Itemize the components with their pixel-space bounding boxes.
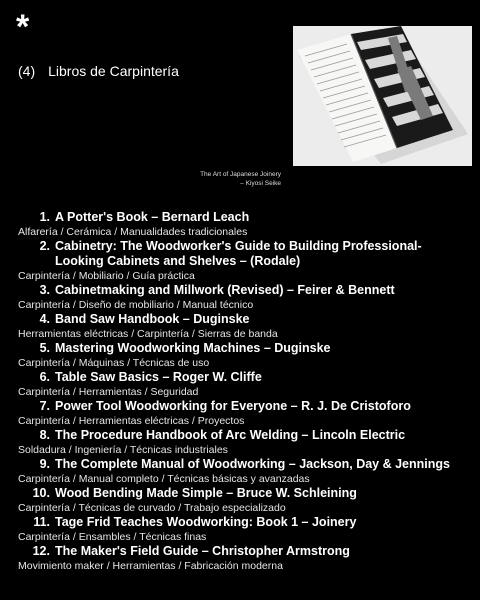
book-item	[18, 486, 468, 515]
book-item	[18, 515, 468, 544]
book-title: Tage Frid Teaches Woodworking: Book 1 – Joinery	[55, 515, 357, 529]
book-item	[18, 544, 468, 573]
book-item	[18, 370, 468, 399]
book-item	[18, 239, 468, 283]
book-heading	[18, 370, 468, 385]
book-title: Band Saw Handbook – Duginske	[55, 312, 250, 326]
asterisk-mark: *	[16, 8, 30, 46]
book-heading	[18, 210, 468, 225]
section-number: (4)	[18, 63, 36, 79]
book-heading	[18, 544, 468, 559]
book-item	[18, 457, 468, 486]
section-title: Libros de Carpintería	[48, 63, 179, 79]
book-title: The Procedure Handbook of Arc Welding – Lincoln Electric	[55, 428, 406, 442]
section-heading	[18, 63, 179, 79]
book-title: A Potter's Book – Bernard Leach	[55, 210, 250, 224]
book-item	[18, 428, 468, 457]
book-tags: Movimiento maker / Herramientas / Fabricación moderna	[18, 560, 283, 572]
book-cover-photo	[293, 26, 472, 166]
book-heading	[18, 486, 468, 501]
book-tags: Carpintería / Máquinas / Técnicas de uso	[18, 357, 210, 369]
book-list	[18, 210, 468, 573]
book-number: 1.	[39, 210, 50, 224]
book-heading	[18, 283, 468, 298]
book-title: Table Saw Basics – Roger W. Cliffe	[55, 370, 262, 384]
book-tags: Soldadura / Ingeniería / Técnicas industriales	[18, 444, 228, 456]
book-tags: Carpintería / Ensambles / Técnicas finas	[18, 531, 207, 543]
open-book-illustration	[293, 26, 472, 166]
book-tags: Alfarería / Cerámica / Manualidades tradicionales	[18, 226, 248, 238]
book-title: Wood Bending Made Simple – Bruce W. Schleining	[55, 486, 357, 500]
book-title: Cabinetmaking and Millwork (Revised) – Feirer & Bennett	[55, 283, 395, 297]
book-item	[18, 210, 468, 239]
book-tags: Herramientas eléctricas / Carpintería / Sierras de banda	[18, 328, 278, 340]
caption-author: – Kiyosi Seike	[240, 179, 281, 187]
book-title: The Complete Manual of Woodworking – Jackson, Day & Jennings	[55, 457, 450, 471]
book-heading	[18, 312, 468, 327]
book-heading	[18, 457, 468, 472]
book-number: 4.	[39, 312, 50, 326]
book-number: 10.	[32, 486, 50, 500]
book-number: 12.	[32, 544, 50, 558]
book-title: Cabinetry: The Woodworker's Guide to Building Professional-Looking Cabinets and Shelves – (Rodale)	[55, 239, 422, 268]
book-tags: Carpintería / Herramientas eléctricas / Proyectos	[18, 415, 245, 427]
book-tags: Carpintería / Técnicas de curvado / Trabajo especializado	[18, 502, 286, 514]
book-heading	[18, 428, 468, 443]
book-tags: Carpintería / Diseño de mobiliario / Manual técnico	[18, 299, 254, 311]
book-item	[18, 399, 468, 428]
book-item	[18, 341, 468, 370]
book-number: 6.	[39, 370, 50, 384]
book-number: 8.	[39, 428, 50, 442]
book-number: 9.	[39, 457, 50, 471]
image-caption	[200, 171, 281, 188]
book-title: Mastering Woodworking Machines – Duginske	[55, 341, 331, 355]
book-number: 11.	[33, 515, 50, 529]
book-title: Power Tool Woodworking for Everyone – R. J. De Cristoforo	[55, 399, 411, 413]
book-number: 3.	[39, 283, 50, 297]
book-tags: Carpintería / Mobiliario / Guía práctica	[18, 270, 195, 282]
book-number: 7.	[39, 399, 50, 413]
book-item	[18, 312, 468, 341]
book-title: The Maker's Field Guide – Christopher Armstrong	[55, 544, 350, 558]
book-heading	[18, 399, 468, 414]
book-number: 2.	[39, 239, 50, 253]
book-item	[18, 283, 468, 312]
book-heading	[18, 239, 468, 269]
book-heading	[18, 515, 468, 530]
book-heading	[18, 341, 468, 356]
book-tags: Carpintería / Herramientas / Seguridad	[18, 386, 199, 398]
book-number: 5.	[39, 341, 50, 355]
book-tags: Carpintería / Manual completo / Técnicas básicas y avanzadas	[18, 473, 310, 485]
caption-title: The Art of Japanese Joinery	[200, 171, 281, 178]
